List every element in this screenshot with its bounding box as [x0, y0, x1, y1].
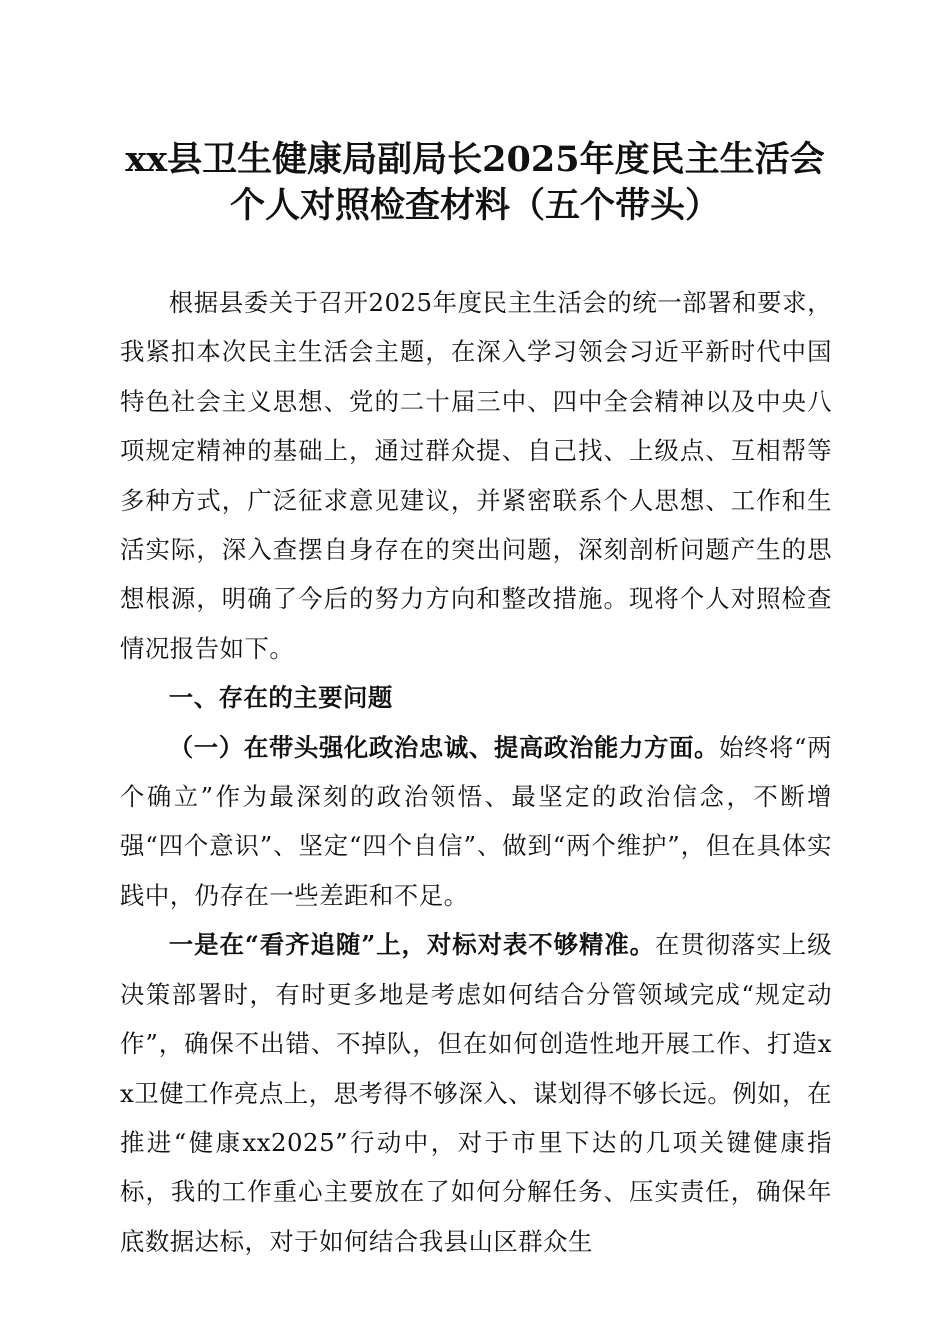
point-lead-1: 一是在“看齐追随”上，对标对表不够精准。 [168, 930, 656, 960]
intro-paragraph: 根据县委关于召开2025年度民主生活会的统一部署和要求，我紧扣本次民主生活会主题，在深入学习领会习近平新时代中国特色社会主义思想、党的二十届三中、四中全会精神以及中央八项规定精神的基础上，通过群众提、自己找、上级点、互相帮等多种方式，广泛征求意见建议，并紧密联系个人思想、工作和生活实际，深入查摆自身存在的突出问题，深刻剖析问题产生的思想根源，明确了今后的努力方向和整改措施。现将个人对照检查情况报告如下。 [120, 288, 832, 663]
section-heading-problems: 一、存在的主要问题 [168, 683, 393, 713]
subsection-text-1: 始终将“两个确立”作为最深刻的政治领悟、最坚定的政治信念，不断增强“四个意识”、坚定“四个自信”、做到“两个维护”，但在具体实践中，仍存在一些差距和不足。 [120, 732, 832, 910]
document-title-line-2: 个人对照检查材料（五个带头） [229, 185, 720, 226]
document-body [120, 278, 832, 1266]
subsection-paragraph-1 [120, 723, 832, 921]
document-title-line-1: xx县卫生健康局副局长2025年度民主生活会 [125, 139, 825, 180]
point-paragraph-1 [120, 920, 832, 1266]
subsection-lead-1: （一）在带头强化政治忠诚、提高政治能力方面。 [168, 732, 719, 762]
point-text-1: 在贯彻落实上级决策部署时，有时更多地是考虑如何结合分管领域完成“规定动作”，确保不出错、不掉队，但在如何创造性地开展工作、打造xx卫健工作亮点上，思考得不够深入、谋划得不够长远。例如，在推进“健康xx2025”行动中，对于市里下达的几项关键健康指标，我的工作重心主要放在了如何分解任务、压实责任，确保年底数据达标，对于如何结合我县山区群众生 [120, 930, 832, 1256]
